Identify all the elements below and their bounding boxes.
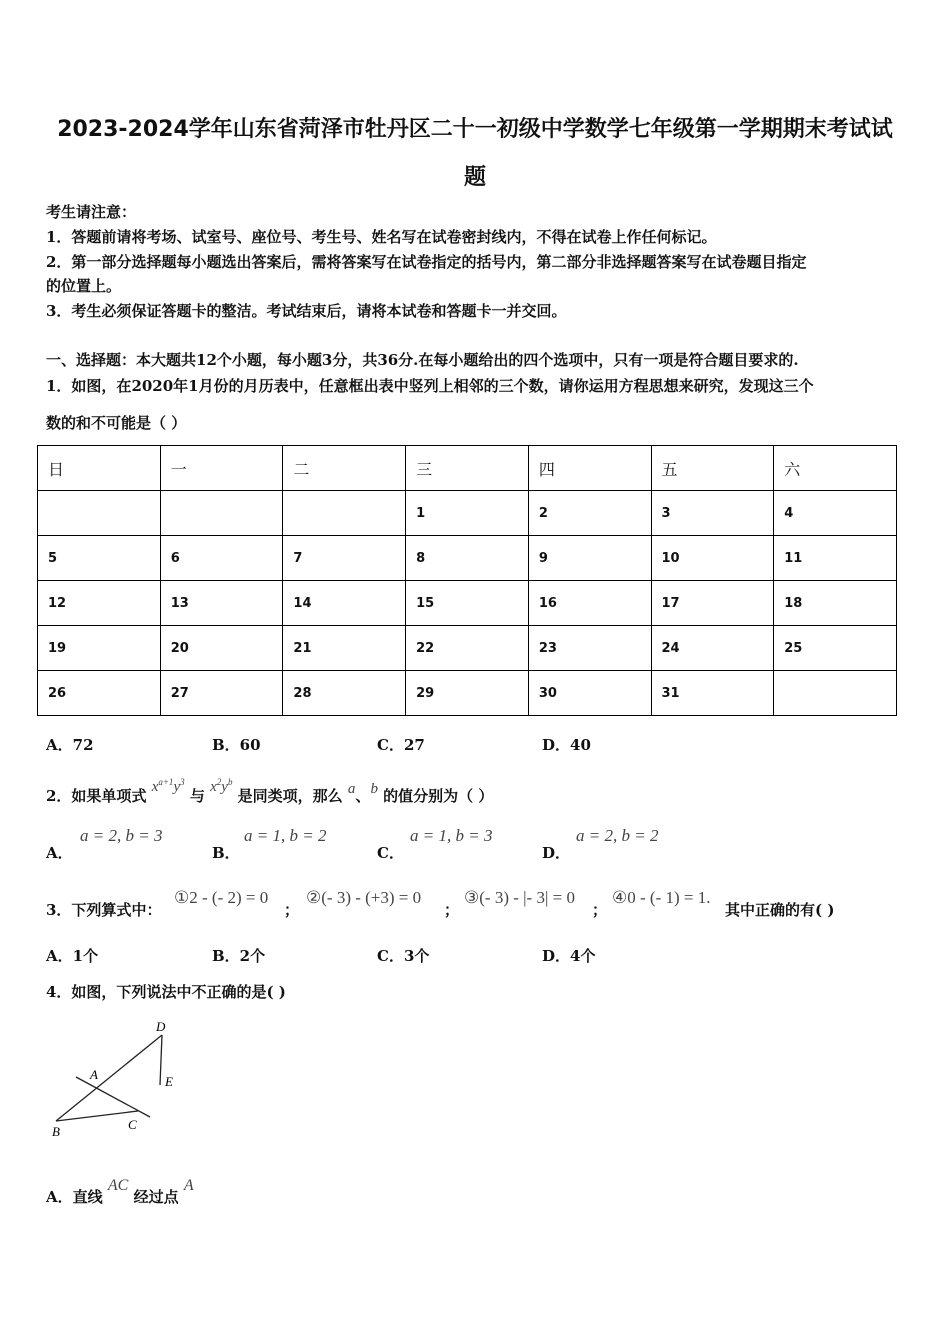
q1-option-a: A．72 (46, 736, 94, 754)
notice-heading: 考生请注意： (46, 203, 137, 221)
calendar-day-cell (283, 491, 406, 536)
calendar-day-cell: 18 (774, 581, 897, 626)
calendar-day-cell: 9 (528, 536, 651, 581)
calendar-day-cell: 12 (38, 581, 161, 626)
calendar-weekday-header: 日 (38, 446, 161, 491)
calendar-week-row (38, 491, 897, 536)
segment-de (160, 1035, 162, 1085)
calendar-day-cell: 10 (651, 536, 774, 581)
monomial-2: $x^2y^b$ (210, 777, 233, 795)
calendar-week-row (38, 671, 897, 716)
calendar-day-cell: 24 (651, 626, 774, 671)
calendar-day-cell: 19 (38, 626, 161, 671)
calendar-day-cell: 8 (406, 536, 529, 581)
point-a-label: A (183, 1177, 194, 1194)
calendar-day-cell (160, 491, 283, 536)
label-a: A (90, 1067, 98, 1082)
calendar-day-cell: 13 (160, 581, 283, 626)
q4-option-a-prefix: A．直线 (46, 1188, 103, 1206)
q2-conj: 与 (189, 787, 205, 805)
calendar-header-row (38, 446, 897, 491)
geometry-figure (40, 1015, 200, 1145)
segment-bd (56, 1035, 162, 1121)
calendar-day-cell: 7 (283, 536, 406, 581)
q3-expression-2: ②(- 3) - (+3) = 0 (306, 888, 422, 907)
calendar-week-row (38, 626, 897, 671)
calendar-week-row (38, 536, 897, 581)
question-3-prefix: 3．下列算式中： (46, 901, 162, 919)
calendar-day-cell: 3 (651, 491, 774, 536)
calendar-day-cell: 27 (160, 671, 283, 716)
q3-sep-2: ； (444, 901, 460, 919)
calendar-day-cell: 5 (38, 536, 161, 581)
notice-item-3: 3．考生必须保证答题卡的整洁。考试结束后，请将本试卷和答题卡一并交回。 (46, 302, 567, 320)
calendar-day-cell: 16 (528, 581, 651, 626)
calendar-day-cell: 29 (406, 671, 529, 716)
q2-option-d-value: a = 2, b = 2 (576, 826, 659, 845)
calendar-day-cell: 23 (528, 626, 651, 671)
calendar-weekday-header: 一 (160, 446, 283, 491)
calendar-day-cell (38, 491, 161, 536)
calendar-weekday-header: 三 (406, 446, 529, 491)
notice-item-1: 1．答题前请将考场、试室号、座位号、考生号、姓名写在试卷密封线内，不得在试卷上作任何标记。 (46, 228, 717, 246)
calendar-day-cell: 15 (406, 581, 529, 626)
label-e: E (165, 1074, 173, 1089)
q1-option-b: B．60 (212, 736, 261, 754)
calendar-day-cell: 11 (774, 536, 897, 581)
question-3-suffix: 其中正确的有( ) (725, 901, 835, 919)
calendar-week-row (38, 581, 897, 626)
q2-option-d-label: D． (542, 844, 571, 862)
q3-sep-3: ； (592, 901, 608, 919)
calendar-day-cell: 26 (38, 671, 161, 716)
q2-option-a-label: A． (46, 844, 73, 862)
monomial-1: $x^{a+1}y^3$ (151, 777, 185, 795)
calendar-day-cell: 6 (160, 536, 283, 581)
calendar-day-cell: 21 (283, 626, 406, 671)
calendar-day-cell: 31 (651, 671, 774, 716)
page-title: 2023-2024学年山东省菏泽市牡丹区二十一初级中学数学七年级第一学期期末考试试 (57, 117, 893, 142)
q3-expression-4: ④0 - (- 1) = 1. (612, 888, 711, 907)
calendar-table (37, 445, 897, 716)
calendar-weekday-header: 五 (651, 446, 774, 491)
calendar-day-cell: 25 (774, 626, 897, 671)
calendar-day-cell: 1 (406, 491, 529, 536)
q3-expression-1: ①2 - (- 2) = 0 (174, 888, 269, 907)
q2-mid: 是同类项，那么 (237, 787, 343, 805)
page-title-continued: 题 (463, 165, 486, 190)
calendar-day-cell: 22 (406, 626, 529, 671)
q3-option-d: D．4个 (542, 947, 596, 965)
calendar-day-cell: 28 (283, 671, 406, 716)
q4-option-a-mid: 经过点 (133, 1188, 179, 1206)
question-2-text: 2．如果单项式 $x^{a+1}y^3$ 与 $x^2y^b$ 是同类项，那么 a、b 的值分别为（ ） (46, 777, 494, 805)
label-b: B (52, 1124, 60, 1139)
calendar-weekday-header: 六 (774, 446, 897, 491)
calendar-day-cell: 4 (774, 491, 897, 536)
calendar-weekday-header: 二 (283, 446, 406, 491)
q2-option-c-label: C． (377, 844, 404, 862)
calendar-weekday-header: 四 (528, 446, 651, 491)
calendar-day-cell: 17 (651, 581, 774, 626)
q2-option-a-value: a = 2, b = 3 (80, 826, 163, 845)
q1-option-d: D．40 (542, 736, 591, 754)
q2-suffix: 的值分别为（ ） (383, 787, 494, 805)
label-d: D (156, 1019, 166, 1034)
var-a: a (347, 781, 356, 797)
calendar-day-cell: 20 (160, 626, 283, 671)
q2-option-b-label: B． (212, 844, 240, 862)
q2-prefix: 2．如果单项式 (46, 787, 147, 805)
section-heading: 一、选择题：本大题共12个小题，每小题3分，共36分.在每小题给出的四个选项中，只有一项是符合题目要求的. (46, 351, 799, 369)
calendar-day-cell: 30 (528, 671, 651, 716)
q3-option-a: A．1个 (46, 947, 99, 965)
question-4-text: 4．如图，下列说法中不正确的是( ) (46, 983, 286, 1001)
var-b: b (370, 781, 378, 797)
q3-option-b: B．2个 (212, 947, 266, 965)
q3-option-c: C．3个 (377, 947, 430, 965)
q3-expression-3: ③(- 3) - |- 3| = 0 (464, 888, 575, 907)
q4-option-a (46, 1177, 194, 1210)
q2-option-c-value: a = 1, b = 3 (410, 826, 493, 845)
segment-bc (56, 1111, 138, 1121)
question-1-text: 1．如图，在2020年1月份的月历表中，任意框出表中竖列上相邻的三个数，请你运用方程思想来研究，发现这三个 (46, 377, 814, 395)
calendar-day-cell: 14 (283, 581, 406, 626)
notice-item-2-continued: 的位置上。 (46, 277, 122, 295)
q3-sep-1: ； (284, 901, 300, 919)
line-ac (76, 1077, 150, 1117)
notice-item-2: 2．第一部分选择题每小题选出答案后，需将答案写在试卷指定的括号内，第二部分非选择题答案写在试卷题目指定 (46, 253, 807, 271)
q1-option-c: C．27 (377, 736, 425, 754)
label-c: C (128, 1117, 137, 1132)
calendar-day-cell (774, 671, 897, 716)
calendar-day-cell: 2 (528, 491, 651, 536)
q2-option-b-value: a = 1, b = 2 (244, 826, 327, 845)
line-ac-label: AC (107, 1177, 129, 1194)
question-1-text-continued: 数的和不可能是（ ） (46, 414, 187, 432)
